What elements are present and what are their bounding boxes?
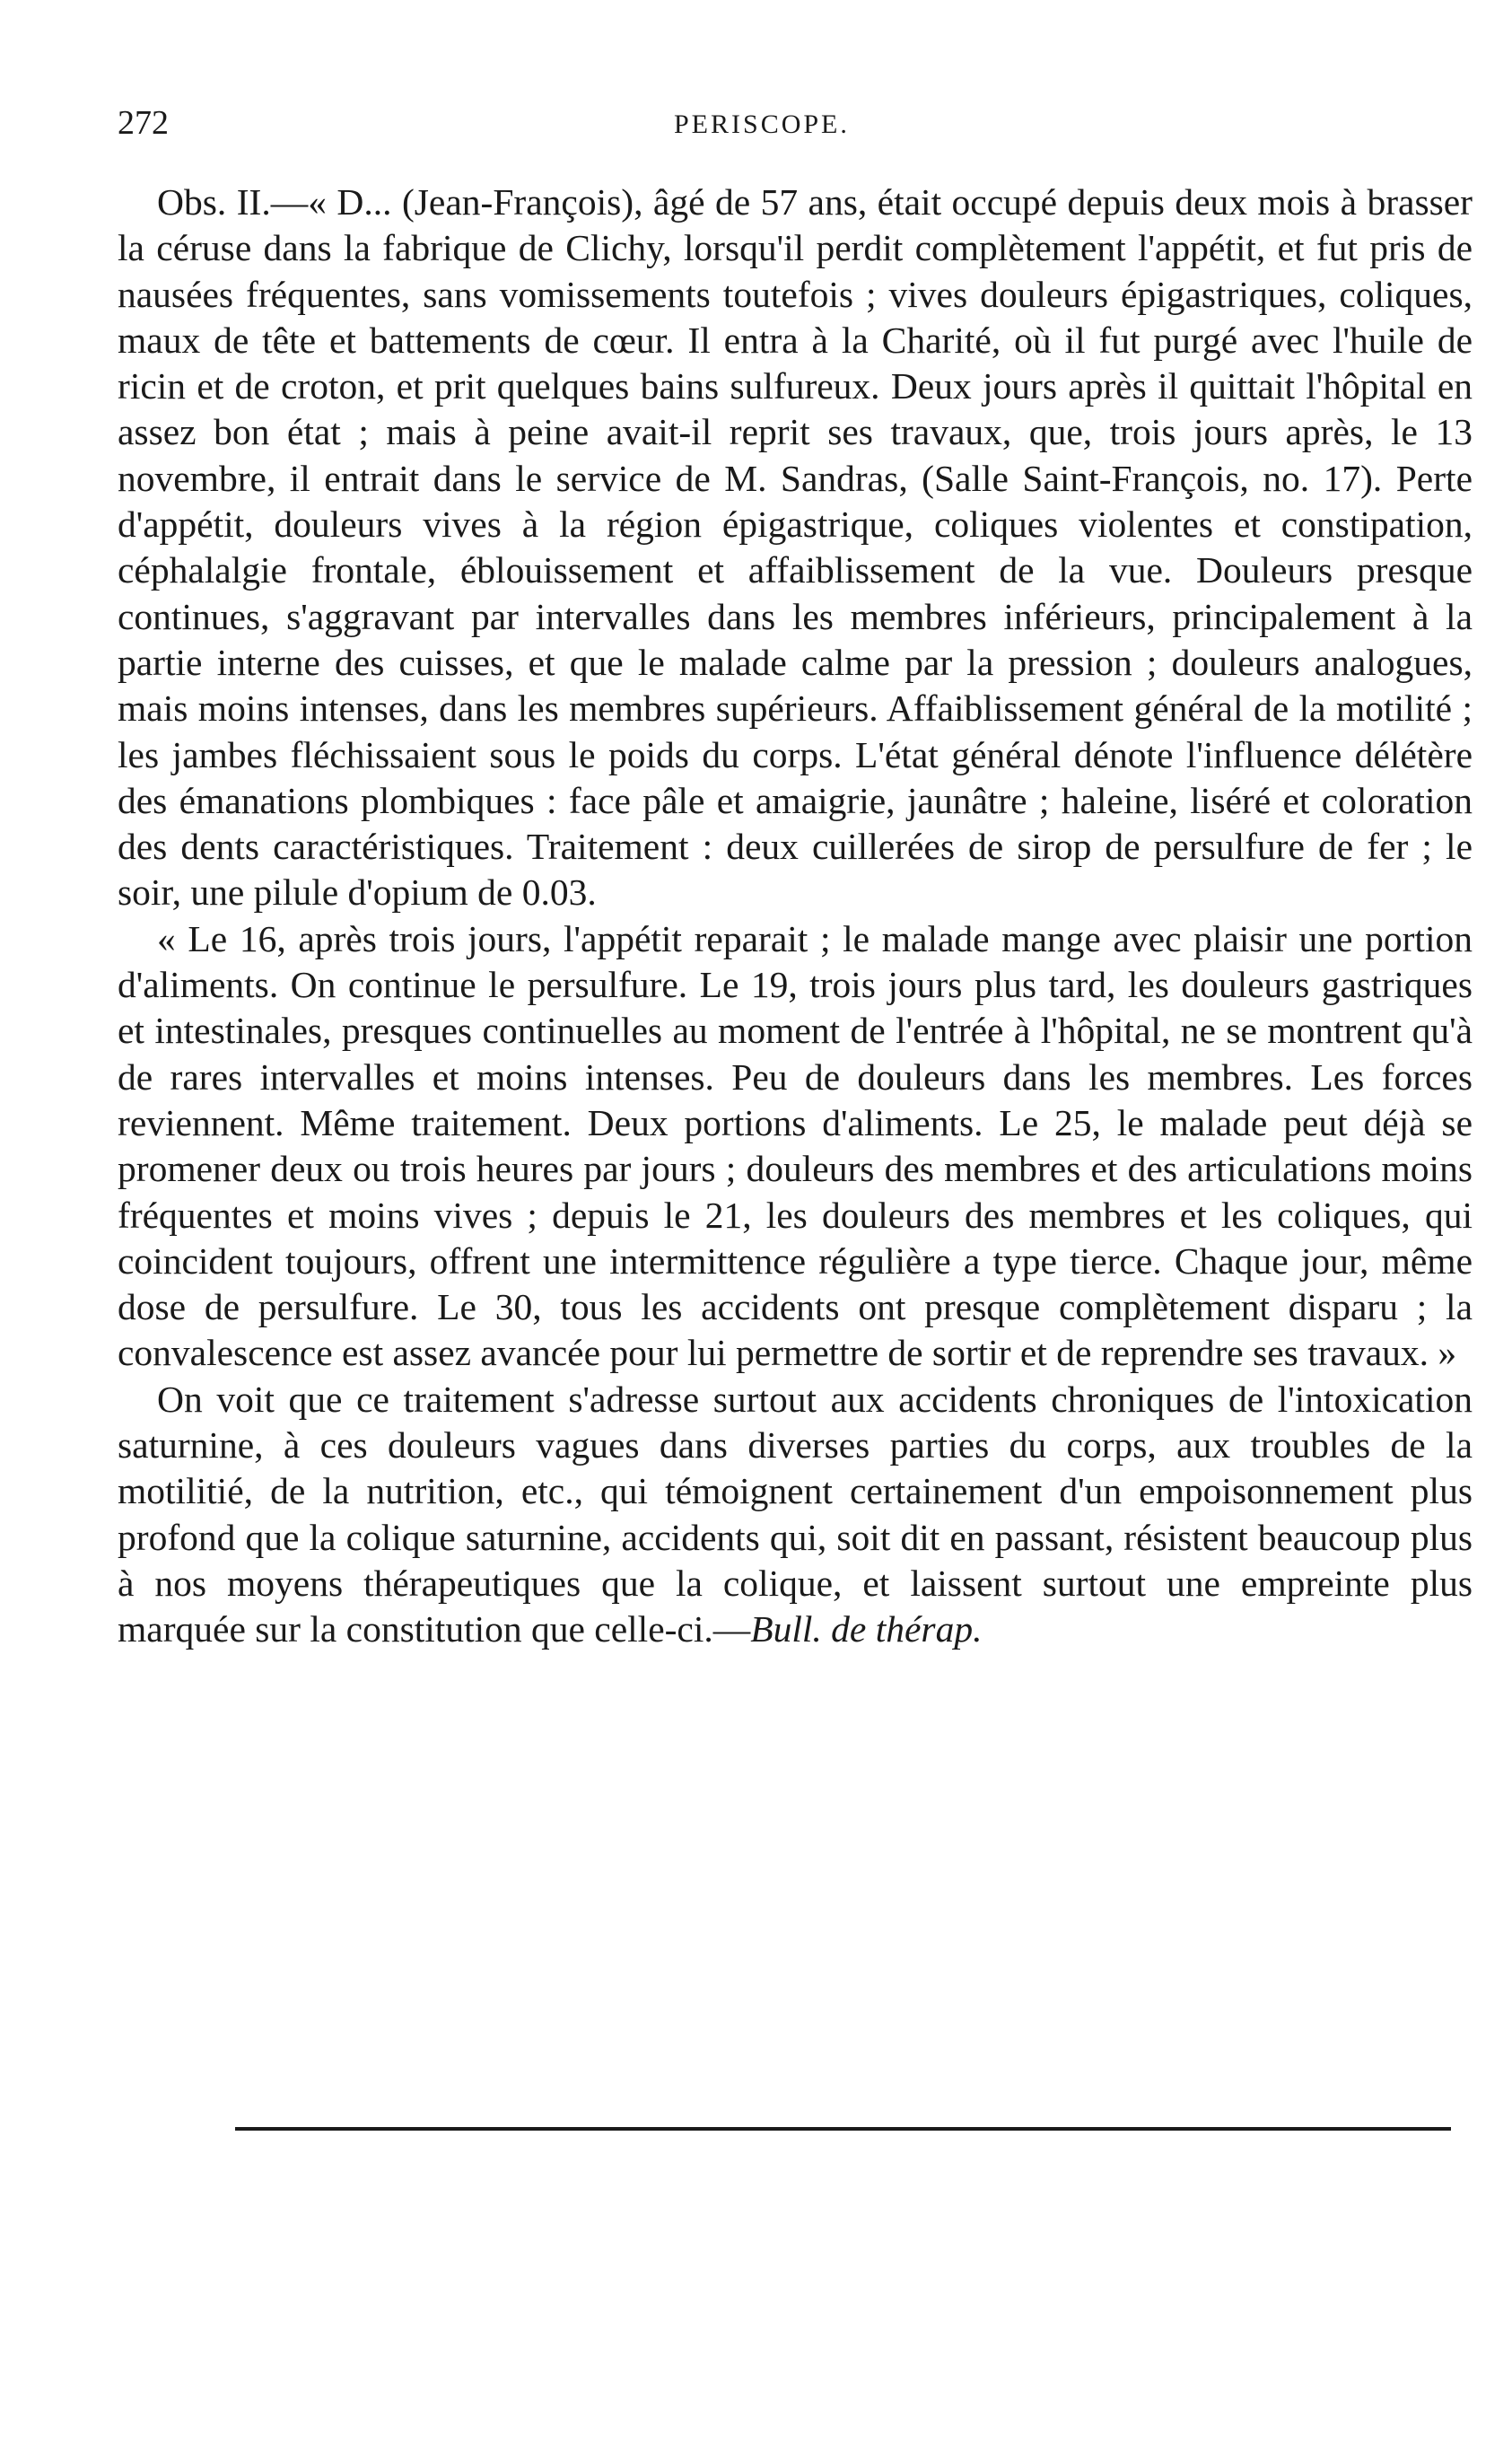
- page-number: 272: [118, 104, 169, 142]
- body-text: [118, 179, 1473, 1653]
- source-citation: Bull. de thérap.: [750, 1608, 983, 1650]
- followup-paragraph: « Le 16, après trois jours, l'appétit reparait ; le malade mange avec plaisir une portion d'aliments. On continue le persulfure. Le 19, trois jours plus tard, les douleurs gastriques et intestinales, presques continuelles au moment de l'entrée à l'hôpital, ne se montrent qu'à de rares intervalles et moins intenses. Peu de douleurs dans les membres. Les forces reviennent. Même traitement. Deux portions d'aliments. Le 25, le malade peut déjà se promener deux ou trois heures par jours ; douleurs des membres et des articulations moins fréquentes et moins vives ; depuis le 21, les douleurs des membres et les coliques, qui coincident toujours, offrent une intermittence régulière a type tierce. Chaque jour, même dose de persulfure. Le 30, tous les accidents ont presque complètement disparu ; la convalescence est assez avancée pour lui permettre de sortir et de reprendre ses travaux. »: [118, 917, 1473, 1374]
- running-title: PERISCOPE.: [674, 109, 850, 139]
- section-divider-rule: [235, 2127, 1451, 2131]
- running-head: [118, 101, 1473, 145]
- commentary-text: On voit que ce traitement s'adresse surtout aux accidents chroniques de l'intoxication saturnine, à ces douleurs vagues dans diverses parties du corps, aux troubles de la motilitié, de la nutrition, etc., qui témoignent certainement d'un empoisonnement plus profond que la colique saturnine, accidents qui, soit dit en passant, résistent beaucoup plus à nos moyens thérapeutiques que la colique, et laissent surtout une empreinte plus marquée sur la constitution que celle-ci.—: [118, 1378, 1473, 1650]
- observation-paragraph: Obs. II.—« D... (Jean-François), âgé de 57 ans, était occupé depuis deux mois à brasser la céruse dans la fabrique de Clichy, lorsqu'il perdit complètement l'appétit, et fut pris de nausées fréquentes, sans vomissements toutefois ; vives douleurs épigastriques, coliques, maux de tête et battements de cœur. Il entra à la Charité, où il fut purgé avec l'huile de ricin et de croton, et prit quelques bains sulfureux. Deux jours après il quittait l'hôpital en assez bon état ; mais à peine avait-il reprit ses travaux, que, trois jours après, le 13 novembre, il entrait dans le service de M. Sandras, (Salle Saint-François, no. 17). Perte d'appétit, douleurs vives à la région épigastrique, coliques violentes et constipation, céphalalgie frontale, éblouissement et affaiblissement de la vue. Douleurs presque continues, s'aggravant par intervalles dans les membres inférieurs, principalement à la partie interne des cuisses, et que le malade calme par la pression ; douleurs analogues, mais moins intenses, dans les membres supérieurs. Affaiblissement général de la motilité ; les jambes fléchissaient sous le poids du corps. L'état général dénote l'influence délétère des émanations plombiques : face pâle et amaigrie, jaunâtre ; haleine, liséré et coloration des dents caractéristiques. Traitement : deux cuillerées de sirop de persulfure de fer ; le soir, une pilule d'opium de 0.03.: [118, 181, 1473, 914]
- commentary-paragraph: [118, 1377, 1473, 1653]
